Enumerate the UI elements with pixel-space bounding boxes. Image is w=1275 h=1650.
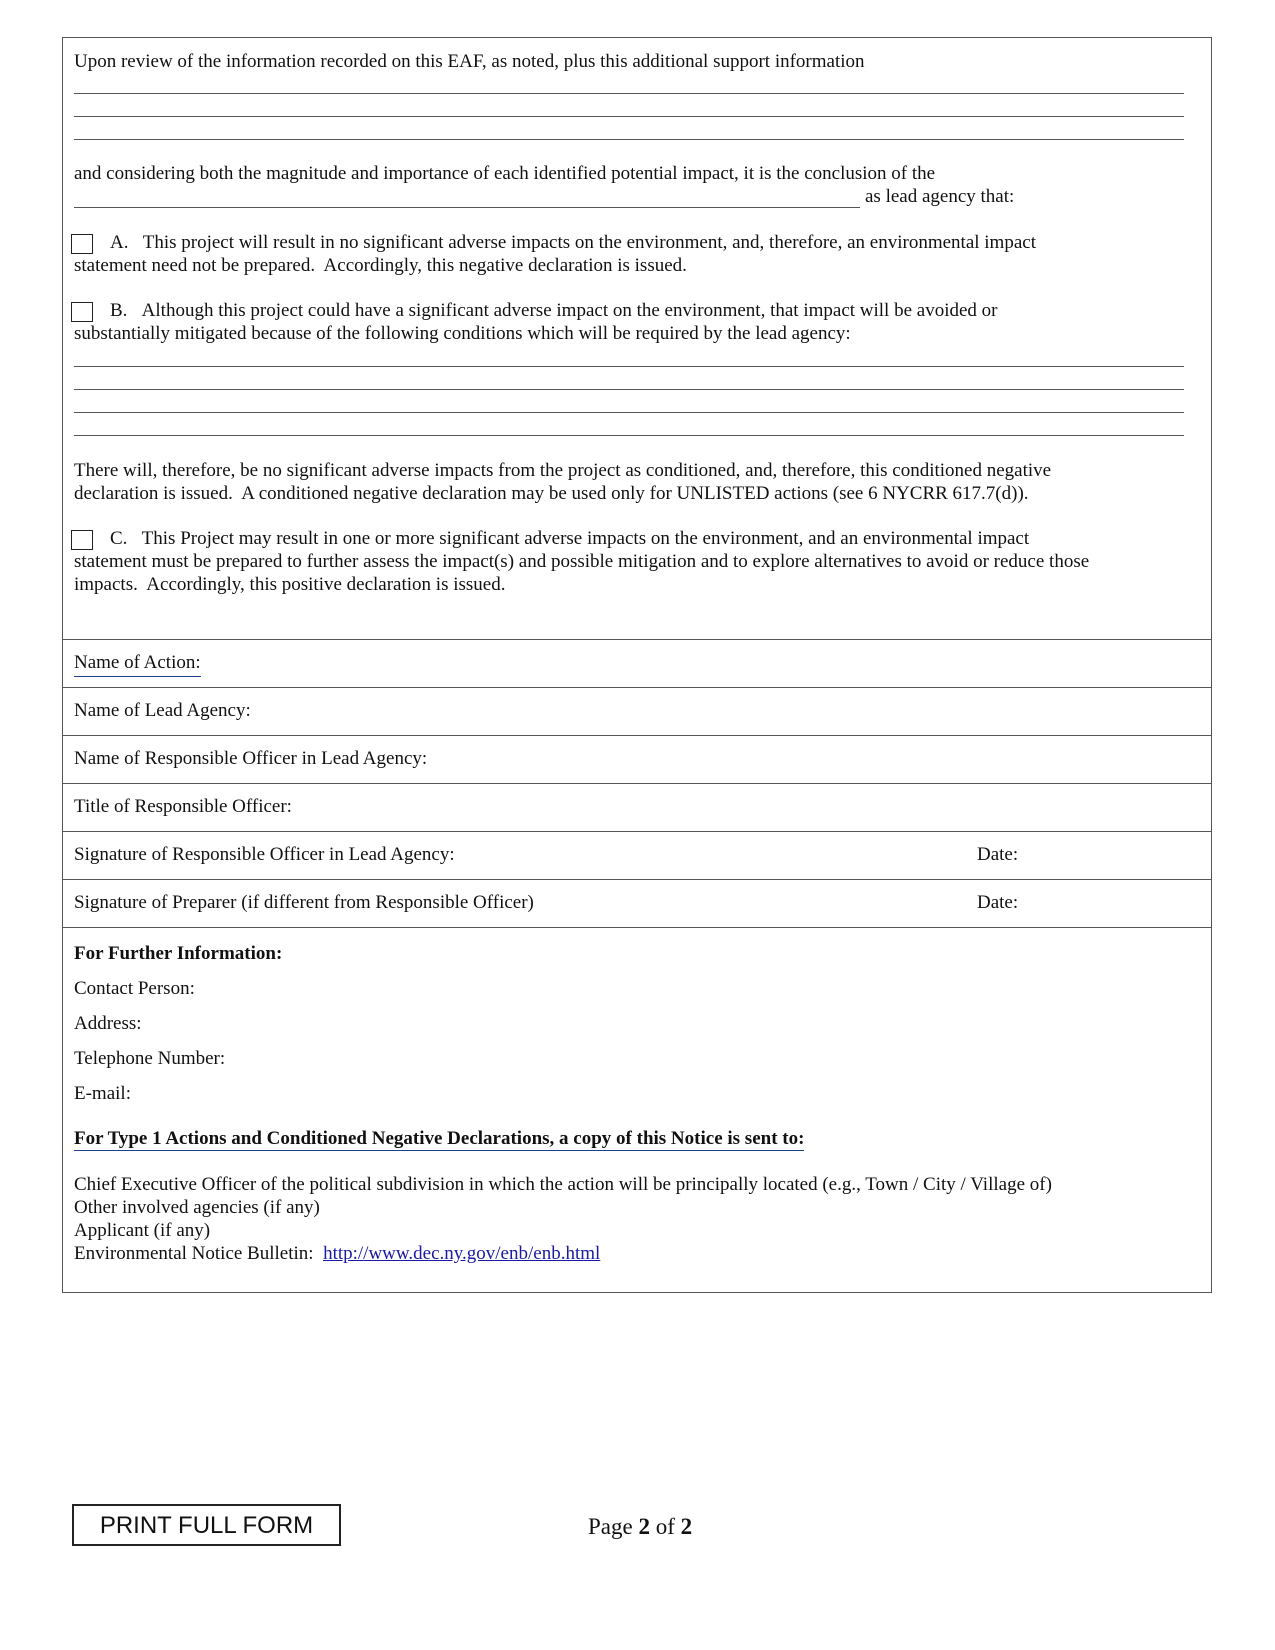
- officer-title-label: Title of Responsible Officer:: [74, 796, 292, 817]
- lead-agency-suffix: as lead agency that:: [865, 186, 1015, 207]
- preparer-signature-label: Signature of Preparer (if different from Responsible Officer): [74, 892, 534, 913]
- support-info-line-1[interactable]: [74, 93, 1184, 94]
- notice-heading-text: For Type 1 Actions and Conditioned Negative Declarations, a copy of this Notice is sent to:: [74, 1128, 805, 1149]
- officer-date-label: Date:: [977, 844, 1019, 865]
- address-label: Address:: [74, 1013, 142, 1034]
- conditions-line-3[interactable]: [74, 412, 1184, 413]
- option-b-checkbox[interactable]: [71, 302, 93, 322]
- responsible-officer-label: Name of Responsible Officer in Lead Agency:: [74, 748, 428, 769]
- notice-recipient-4: [74, 1242, 600, 1266]
- conditions-line-4[interactable]: [74, 435, 1184, 436]
- page-current: 2: [638, 1514, 650, 1539]
- notice-heading: [74, 1127, 804, 1151]
- print-full-form-button[interactable]: PRINT FULL FORM: [72, 1504, 341, 1546]
- option-b-text-2: substantially mitigated because of the following conditions which will be required by the lead agency:: [74, 323, 851, 344]
- support-info-intro: Upon review of the information recorded on this EAF, as noted, plus this additional support information: [74, 51, 865, 72]
- name-of-action-label: Name of Action:: [74, 651, 201, 677]
- option-b-after-2: declaration is issued. A conditioned negative declaration may be used only for UNLISTED actions (see 6 NYCRR 617.7(d)).: [74, 483, 1029, 504]
- email-label: E-mail:: [74, 1083, 131, 1104]
- conditions-line-2[interactable]: [74, 389, 1184, 390]
- determination-section: [63, 38, 1211, 639]
- officer-signature-label: Signature of Responsible Officer in Lead Agency:: [74, 844, 455, 865]
- responsible-officer-row[interactable]: [63, 735, 1211, 783]
- option-a-text-2: statement need not be prepared. Accordingly, this negative declaration is issued.: [74, 255, 687, 276]
- notice-recipient-1: Chief Executive Officer of the political subdivision in which the action will be principally located (e.g., Town / City / Village of): [74, 1174, 1052, 1195]
- lead-agency-label: Name of Lead Agency:: [74, 700, 251, 721]
- notice-recipient-2: Other involved agencies (if any): [74, 1197, 320, 1218]
- option-c-text-3: impacts. Accordingly, this positive declaration is issued.: [74, 574, 506, 595]
- page-of: of: [649, 1514, 681, 1539]
- option-c-text-2: statement must be prepared to further assess the impact(s) and possible mitigation and to explore alternatives to avoid or reduce those: [74, 551, 1090, 572]
- name-of-action-row[interactable]: [63, 639, 1211, 687]
- option-b-text-1: B. Although this project could have a significant adverse impact on the environment, that impact will be avoided or: [110, 300, 998, 321]
- preparer-date-label: Date:: [977, 892, 1019, 913]
- page-number: [588, 1514, 692, 1540]
- enb-label: Environmental Notice Bulletin:: [74, 1243, 314, 1264]
- page-prefix: Page: [588, 1514, 639, 1539]
- contact-person-label: Contact Person:: [74, 978, 195, 999]
- notice-recipient-3: Applicant (if any): [74, 1220, 211, 1241]
- support-info-line-2[interactable]: [74, 116, 1184, 117]
- conditions-line-1[interactable]: [74, 366, 1184, 367]
- option-a-checkbox[interactable]: [71, 234, 93, 254]
- lead-agency-row[interactable]: [63, 687, 1211, 735]
- officer-title-row[interactable]: [63, 783, 1211, 831]
- declaration-form: [62, 37, 1212, 1293]
- officer-signature-row[interactable]: [63, 831, 1211, 879]
- option-b-after-1: There will, therefore, be no significant adverse impacts from the project as conditioned, and, therefore, this conditioned negative: [74, 460, 1052, 481]
- further-info-heading: For Further Information:: [74, 943, 283, 964]
- enb-link[interactable]: http://www.dec.ny.gov/enb/enb.html: [323, 1243, 601, 1264]
- telephone-label: Telephone Number:: [74, 1048, 226, 1069]
- further-info-section: [63, 927, 1211, 1292]
- support-info-line-3[interactable]: [74, 139, 1184, 140]
- option-a-text-1: A. This project will result in no significant adverse impacts on the environment, and, therefore, an environmental impact: [110, 232, 1036, 253]
- option-c-text-1: C. This Project may result in one or more significant adverse impacts on the environment, and an environmental impact: [110, 528, 1030, 549]
- page-total: 2: [680, 1514, 693, 1539]
- conclusion-text: and considering both the magnitude and importance of each identified potential impact, it is the conclusion of the: [74, 163, 936, 184]
- preparer-signature-row[interactable]: [63, 879, 1211, 927]
- lead-agency-line[interactable]: [74, 207, 860, 208]
- option-c-checkbox[interactable]: [71, 530, 93, 550]
